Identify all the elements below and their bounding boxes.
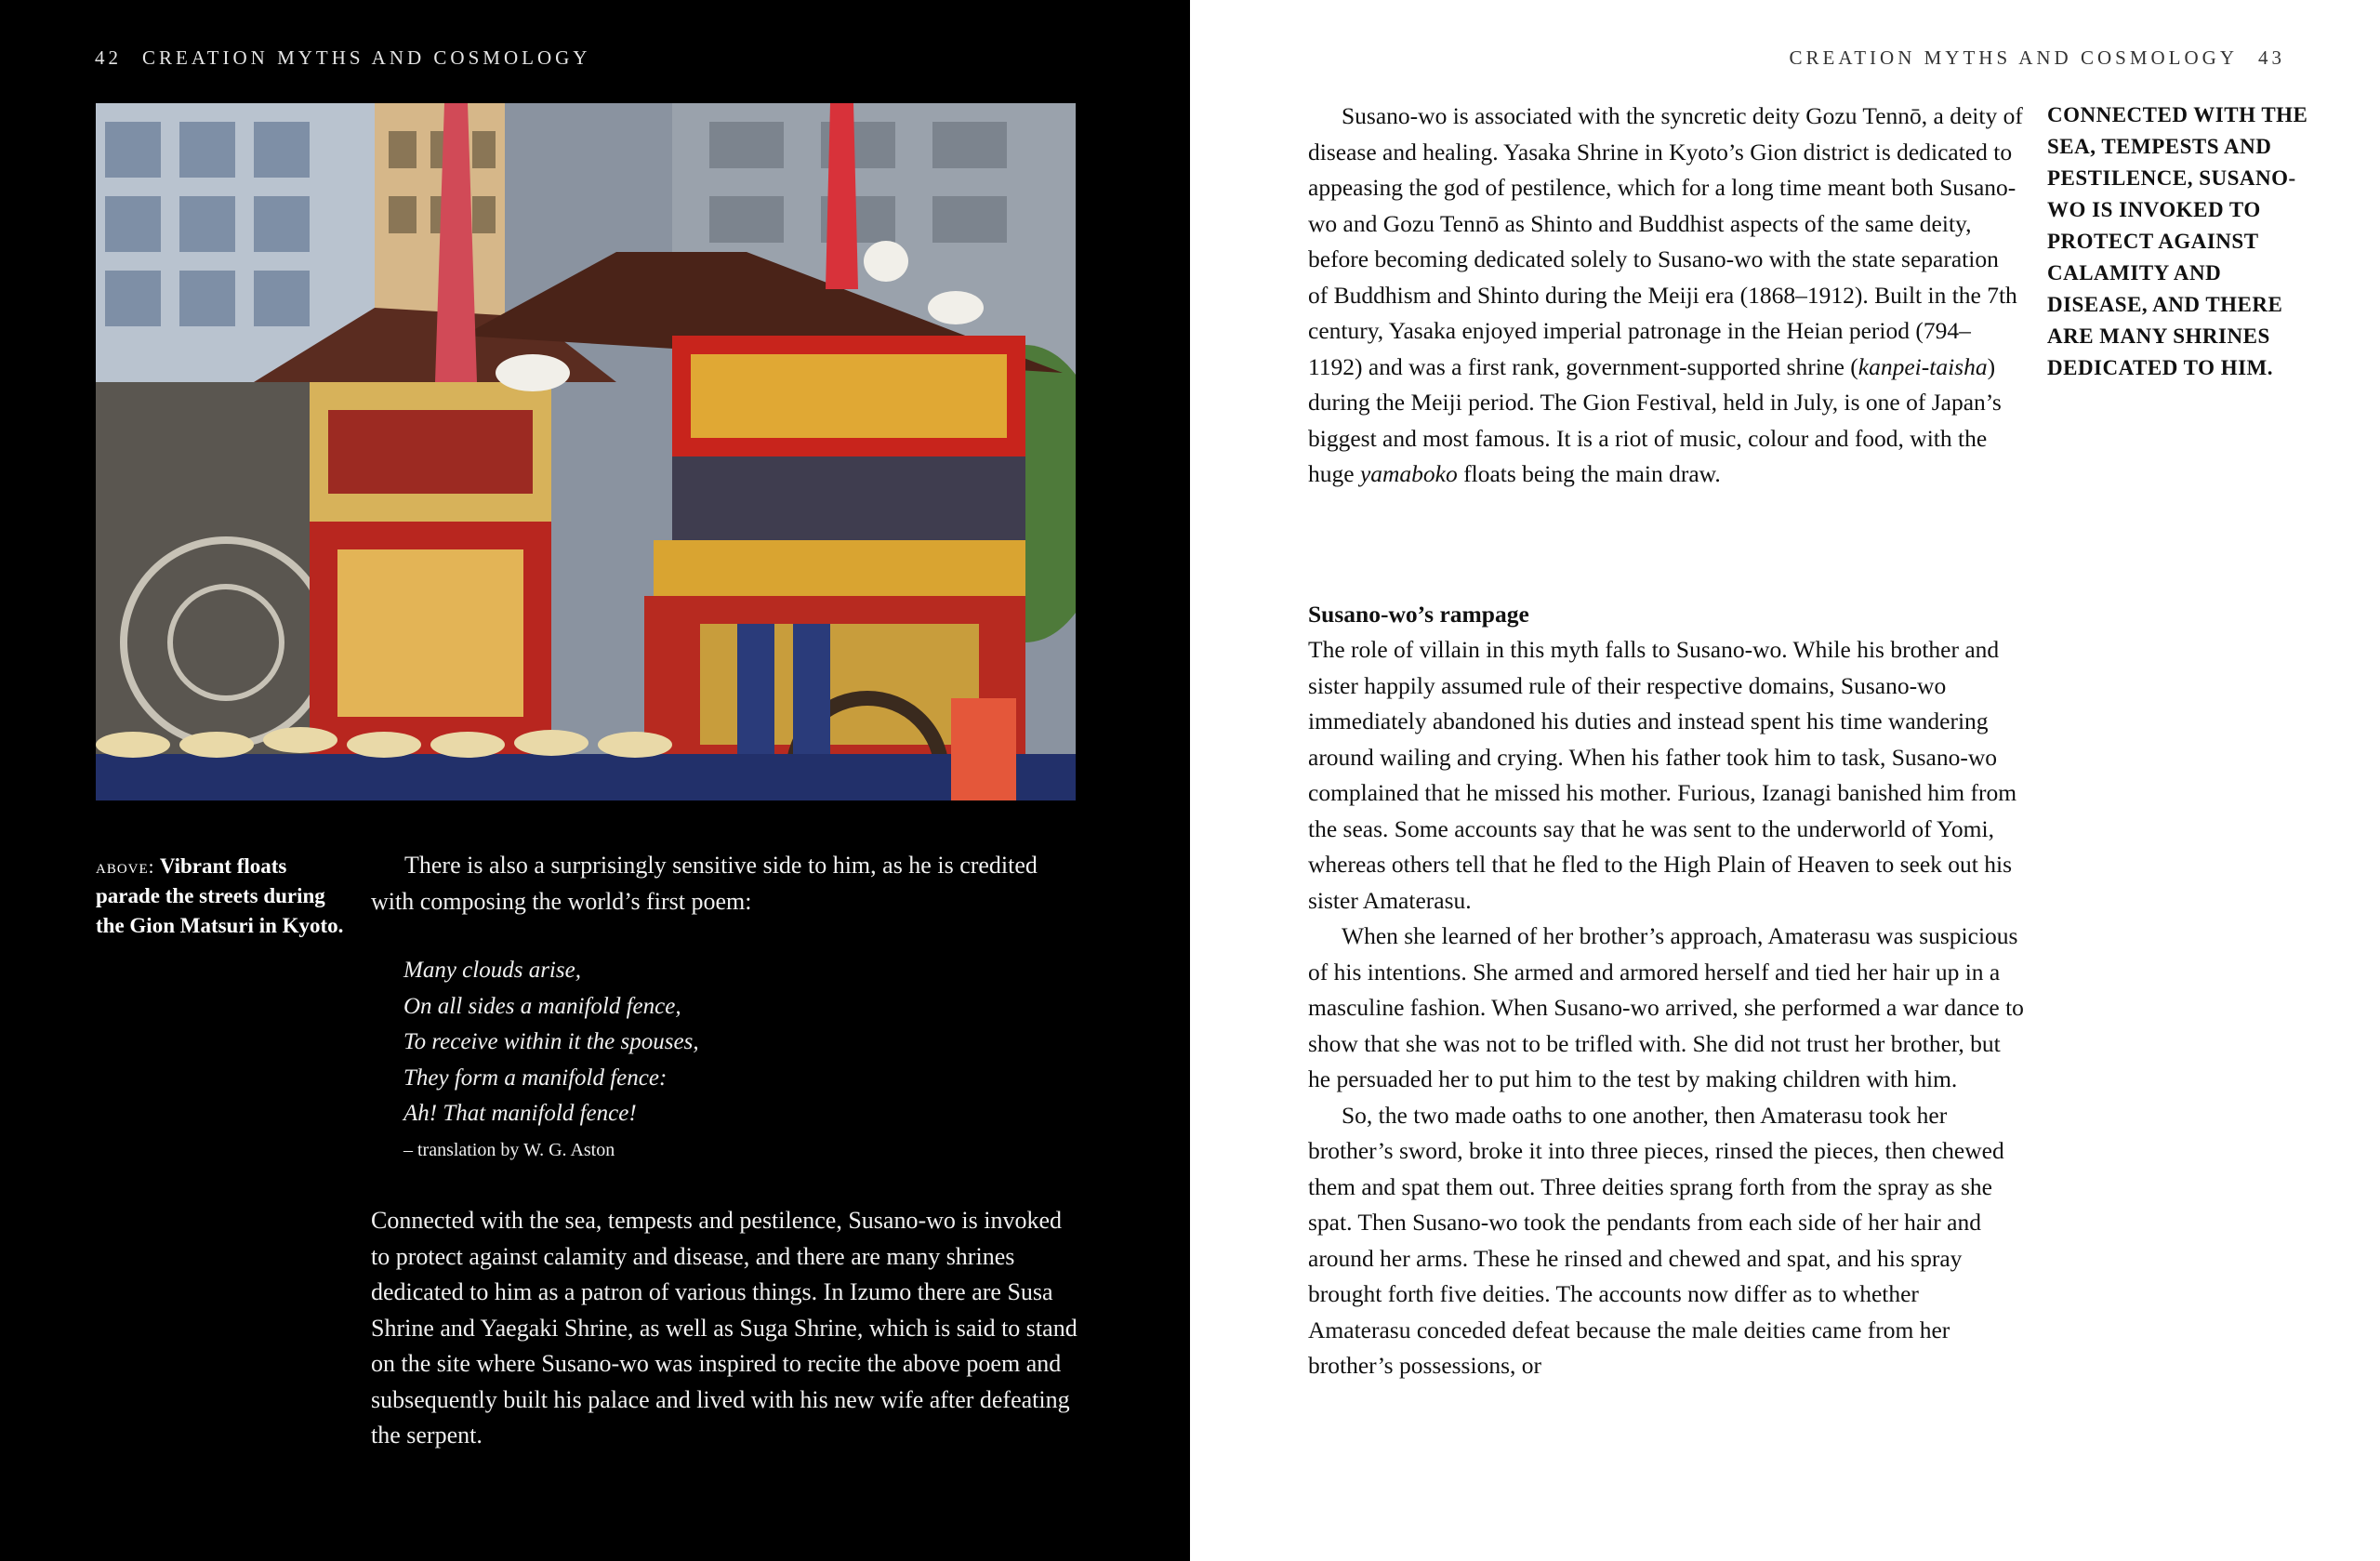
rampage-section bbox=[1308, 632, 2024, 1384]
gion-matsuri-photo bbox=[96, 103, 1076, 800]
running-head-left bbox=[95, 46, 590, 70]
caption-text: Vibrant floats parade the streets during the Gion Matsuri in Kyoto. bbox=[96, 854, 344, 937]
poem-credit: – translation by W. G. Aston bbox=[403, 1139, 615, 1160]
italic-term: yamaboko bbox=[1359, 460, 1458, 487]
poem-line: To receive within it the spouses, bbox=[403, 1029, 699, 1054]
poem-line: Ah! That manifold fence! bbox=[403, 1101, 637, 1126]
photo-caption bbox=[96, 852, 347, 941]
poem-intro: There is also a surprisingly sensitive side to him, as he is credited with composing the world’s first poem: bbox=[371, 852, 1038, 915]
poem-line: Many clouds arise, bbox=[403, 958, 581, 983]
gion-float-illustration bbox=[96, 103, 1076, 800]
body-paragraph: When she learned of her brother’s approach, Amaterasu was suspicious of his intentions. She armed and armored herself and tied her hair up in a masculine fashion. When Susano-wo arrived, she performed a war dance to show that she was not to be trifled with. She did not trust her brother, but he persuaded her to put him to the test by making children with him. bbox=[1308, 922, 2024, 1092]
right-page bbox=[1190, 0, 2380, 1561]
running-head-title-right: CREATION MYTHS AND COSMOLOGY bbox=[1789, 46, 2238, 69]
page-number-left: 42 bbox=[95, 46, 122, 69]
body-paragraph: So, the two made oaths to one another, then Amaterasu took her brother’s sword, broke it into three pieces, rinsed the pieces, then chewed them and spat them out. Three deities sprang forth from the spray as she spat. Then Susano-wo took the pendants from each side of her hair and around her arms. These he rinsed and chewed and spat, and his spray brought forth five deities. The accounts now differ as to whether Amaterasu conceded defeat because the male deities came from her brother’s possessions, or bbox=[1308, 1101, 2004, 1379]
page-number-right: 43 bbox=[2258, 46, 2285, 69]
gozu-tenno-paragraph bbox=[1308, 99, 2024, 493]
paragraph-text: floats being the main draw. bbox=[1457, 460, 1721, 487]
poem-block bbox=[403, 953, 961, 1166]
caption-label: above: bbox=[96, 855, 155, 878]
shrines-paragraph: Connected with the sea, tempests and pestilence, Susano-wo is invoked to protect against calamity and disease, and there are many shrines dedicated to him as a patron of various things. In Izumo there are Susa Shrine and Yaegaki Shrine, as well as Suga Shrine, which is said to stand on the site where Susano-wo was inspired to recite the above poem and subsequently built his palace and lived with his new wife after defeating the serpent. bbox=[371, 1207, 1078, 1449]
body-paragraph: The role of villain in this myth falls to Susano-wo. While his brother and sister happily assumed rule of their respective domains, Susano-wo immediately abandoned his duties and instead spent his time wandering around wailing and crying. When his father took him to task, Susano-wo complained that he missed his mother. Furious, Izanagi banished him from the seas. Some accounts say that he was sent to the underworld of Yomi, whereas others tell that he fled to the High Plain of Heaven to seek out his sister Amaterasu. bbox=[1308, 636, 2017, 914]
poem-line: On all sides a manifold fence, bbox=[403, 993, 681, 1019]
paragraph-text: Susano-wo is associated with the syncretic deity Gozu Tennō, a deity of disease and healing. Yasaka Shrine in Kyoto’s Gion district is dedicated to appeasing the god of pestilence, which for a long time meant both Susano-wo and Gozu Tennō as Shinto and Buddhist aspects of the same deity, before becoming dedicated solely to Susano-wo with the state separation of Buddhism and Shinto during the Meiji era (1868–1912). Built in the 7th century, Yasaka enjoyed imperial patronage in the Heian period (794–1192) and was a first rank, government-supported shrine ( bbox=[1308, 102, 2023, 380]
section-subheading: Susano-wo’s rampage bbox=[1308, 601, 1529, 628]
running-head-right bbox=[1790, 46, 2285, 70]
running-head-title-left: CREATION MYTHS AND COSMOLOGY bbox=[142, 46, 591, 69]
italic-term: kanpei-taisha bbox=[1858, 352, 1988, 380]
poem-line: They form a manifold fence: bbox=[403, 1065, 668, 1091]
paragraph-text: ) during the Meiji period. The Gion Festival, held in July, is one of Japan’s biggest and most famous. It is a riot of music, colour and food, with the huge bbox=[1308, 352, 2002, 487]
pull-quote: CONNECTED WITH THE SEA, TEMPESTS AND PESTILENCE, SUSANO-WO IS INVOKED TO PROTECT AGAINST CALAMITY AND DISEASE, AND THERE ARE MANY SHRINES DEDICATED TO HIM. bbox=[2047, 103, 2308, 379]
